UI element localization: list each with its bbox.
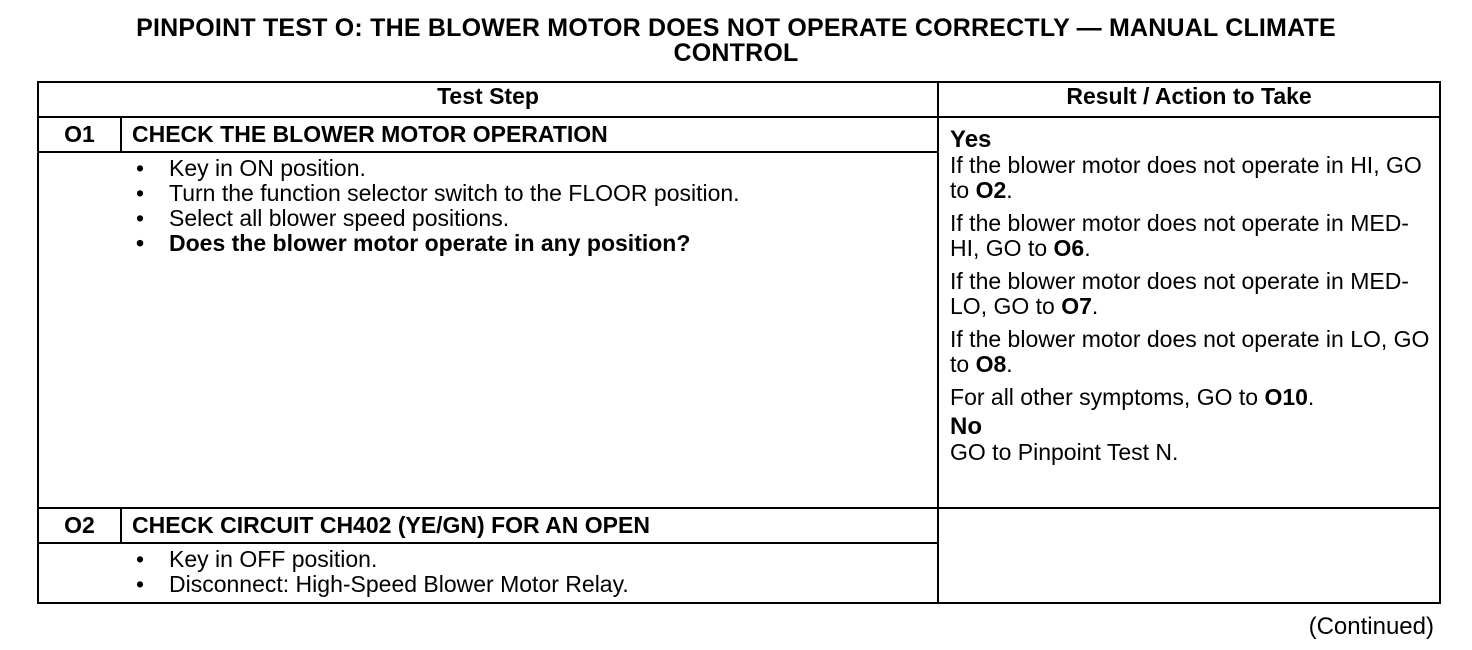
result-end: . xyxy=(1006,177,1013,203)
step-title: CHECK CIRCUIT CH402 (YE/GN) FOR AN OPEN xyxy=(121,508,938,543)
result-item xyxy=(950,327,1433,377)
pinpoint-test-table xyxy=(37,81,1441,604)
step-reference: O8 xyxy=(975,351,1007,377)
step-id: O1 xyxy=(38,117,121,152)
bullet-item: • Disconnect: High-Speed Blower Motor Relay. xyxy=(133,572,937,597)
no-result-text: GO to Pinpoint Test N. xyxy=(950,439,1179,465)
bullet-item: • Key in OFF position. xyxy=(133,547,937,572)
result-item xyxy=(950,385,1433,410)
header-result-action: Result / Action to Take xyxy=(938,82,1440,117)
result-end: . xyxy=(1006,351,1013,377)
step-reference: O10 xyxy=(1264,384,1308,410)
title-line-1: PINPOINT TEST O: THE BLOWER MOTOR DOES NOT OPERATE CORRECTLY — MANUAL CLIMATE xyxy=(136,14,1336,42)
title-line-2: CONTROL xyxy=(673,39,799,67)
result-end: . xyxy=(1307,384,1315,410)
bullet-item-question: • Does the blower motor operate in any position? xyxy=(133,231,937,256)
result-item xyxy=(950,211,1433,261)
bullet-item: • Key in ON position. xyxy=(133,156,937,181)
step-id-blank xyxy=(38,543,121,603)
result-text: If the blower motor does not operate in MED-HI, GO to xyxy=(950,210,1409,261)
step-o2-result-cell xyxy=(938,508,1440,603)
no-label: No xyxy=(950,413,983,440)
step-o1-title-row xyxy=(38,117,1440,152)
step-title: CHECK THE BLOWER MOTOR OPERATION xyxy=(121,117,938,152)
step-reference: O7 xyxy=(1061,293,1092,319)
bullet-item: • Turn the function selector switch to the FLOOR position. xyxy=(133,181,937,206)
result-text: If the blower motor does not operate in MED-LO, GO to xyxy=(950,268,1409,319)
step-o2-body xyxy=(121,543,938,603)
step-o1-bullets xyxy=(121,156,937,256)
result-end: . xyxy=(1084,235,1091,261)
step-o2-bullets xyxy=(121,547,937,597)
result-item xyxy=(950,153,1433,203)
header-row xyxy=(38,82,1440,117)
step-o2-title-row xyxy=(38,508,1440,543)
step-o1-result-cell xyxy=(938,117,1440,508)
result-text: If the blower motor does not operate in HI, GO to xyxy=(950,152,1422,203)
yes-label: Yes xyxy=(950,126,992,153)
step-o1-body xyxy=(121,152,938,508)
continued-note: (Continued) xyxy=(1308,613,1434,640)
header-test-step: Test Step xyxy=(38,82,938,117)
bullet-item: • Select all blower speed positions. xyxy=(133,206,937,231)
page-title xyxy=(0,16,1472,66)
result-text: If the blower motor does not operate in LO, GO to xyxy=(950,326,1430,377)
result-text: For all other symptoms, GO to xyxy=(950,384,1265,410)
step-reference: O6 xyxy=(1053,235,1085,261)
step-id-blank xyxy=(38,152,121,508)
step-id: O2 xyxy=(38,508,121,543)
result-end: . xyxy=(1091,293,1099,319)
step-reference: O2 xyxy=(975,177,1007,203)
result-item xyxy=(950,269,1433,319)
